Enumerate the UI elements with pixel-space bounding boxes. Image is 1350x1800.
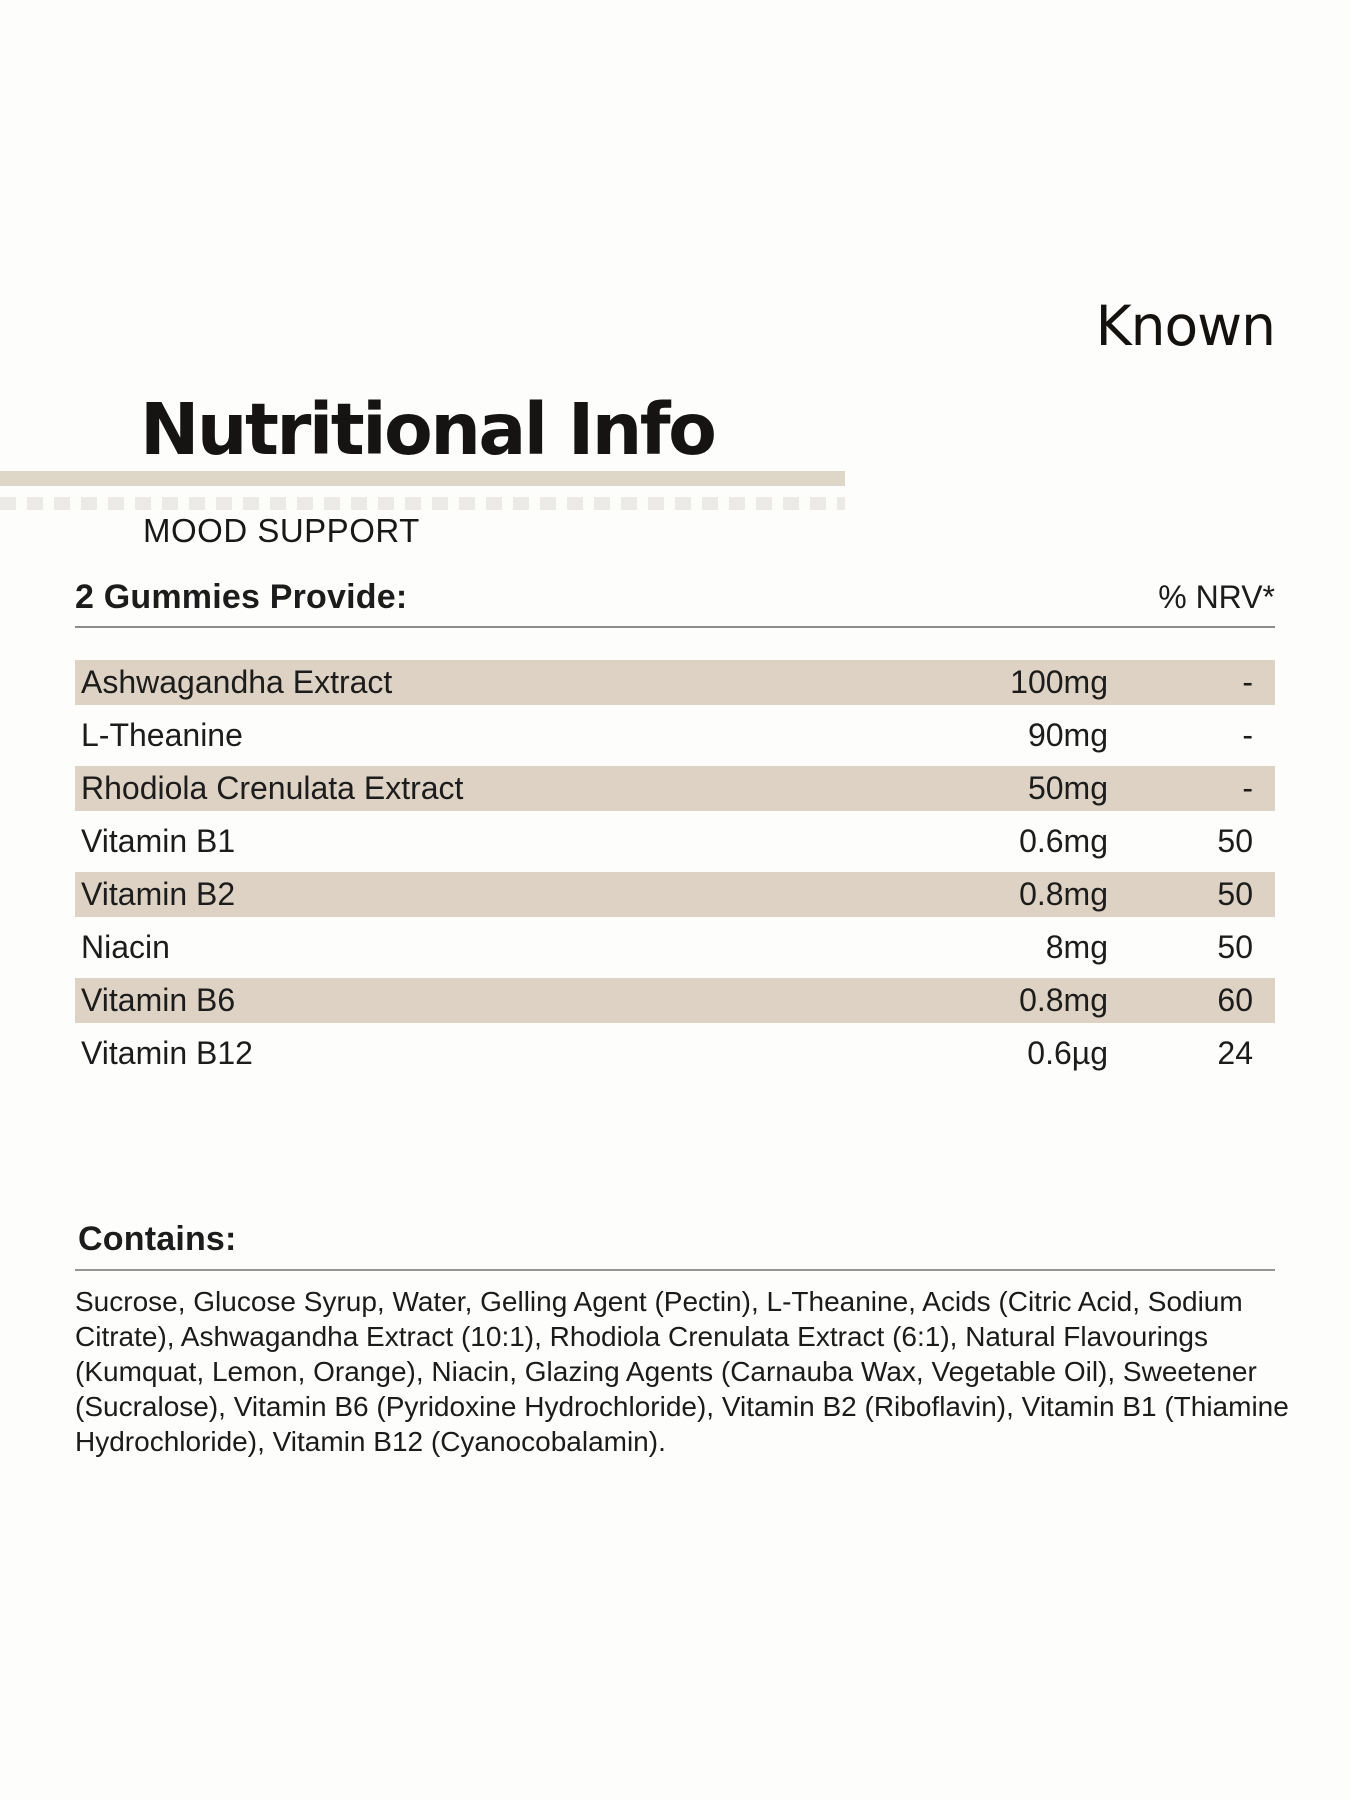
table-row (75, 872, 1275, 917)
nutrient-name: Rhodiola Crenulata Extract (81, 770, 464, 806)
nutrient-nrv-value: 50 (1217, 876, 1253, 912)
table-header-rule (75, 626, 1275, 628)
table-row (75, 819, 1275, 864)
table-row (75, 713, 1275, 758)
brand-logo: Known (1095, 294, 1275, 358)
nutrient-nrv-value: - (1242, 664, 1253, 700)
table-header-row (75, 578, 1275, 617)
nutrient-amount: 0.6mg (1019, 823, 1108, 859)
faint-print-artifact-strip (0, 497, 845, 510)
nutrient-amount: 8mg (1045, 929, 1108, 965)
table-row (75, 978, 1275, 1023)
nutrient-name: L-Theanine (81, 717, 243, 753)
nutrient-name: Vitamin B6 (81, 982, 236, 1018)
product-variant-subtitle: MOOD SUPPORT (143, 512, 420, 549)
nutrient-amount: 100mg (1010, 664, 1108, 700)
nutrient-name: Vitamin B12 (81, 1035, 253, 1071)
title-underline-bar (0, 471, 845, 486)
contains-heading: Contains: (78, 1220, 237, 1258)
nutrient-amount: 0.8mg (1019, 876, 1108, 912)
nutrient-nrv-value: - (1242, 770, 1253, 806)
ingredients-text: Sucrose, Glucose Syrup, Water, Gelling Agent (Pectin), L-Theanine, Acids (Citric Acid, Sodium Citrate), Ashwagandha Extract (10:1), Rhodiola Crenulata Extract (6:1), Natural Flavourings (Kumquat, Lemon, Orange), Niacin, Glazing Agents (Carnauba Wax, Vegetable Oil), Sweetener (Sucralose), Vitamin B6 (Pyridoxine Hydrochloride), Vitamin B2 (Riboflavin), Vitamin B1 (Thiamine Hydrochloride), Vitamin B12 (Cyanocobalamin). (75, 1286, 1289, 1457)
nutrient-amount: 0.8mg (1019, 982, 1108, 1018)
nutrition-table (75, 660, 1275, 1084)
nutrient-nrv-value: 60 (1217, 982, 1253, 1018)
nutrient-amount: 50mg (1027, 770, 1108, 806)
nutrient-nrv-value: 50 (1217, 823, 1253, 859)
nutrient-amount: 90mg (1027, 717, 1108, 753)
serving-size-label: 2 Gummies Provide: (75, 578, 408, 616)
table-row (75, 766, 1275, 811)
nutrient-nrv-value: - (1242, 717, 1253, 753)
nutrient-name: Niacin (81, 929, 170, 965)
nutrient-name: Ashwagandha Extract (81, 664, 393, 700)
table-row (75, 1031, 1275, 1076)
contains-rule (75, 1269, 1275, 1271)
nutrient-amount: 0.6µg (1027, 1035, 1108, 1071)
nutrient-nrv-value: 50 (1217, 929, 1253, 965)
nutrient-name: Vitamin B1 (81, 823, 236, 859)
nutrient-name: Vitamin B2 (81, 876, 236, 912)
page-title: Nutritional Info (140, 388, 715, 471)
table-row (75, 660, 1275, 705)
nutrient-nrv-value: 24 (1217, 1035, 1253, 1071)
table-row (75, 925, 1275, 970)
nrv-column-header: % NRV* (1158, 579, 1275, 615)
